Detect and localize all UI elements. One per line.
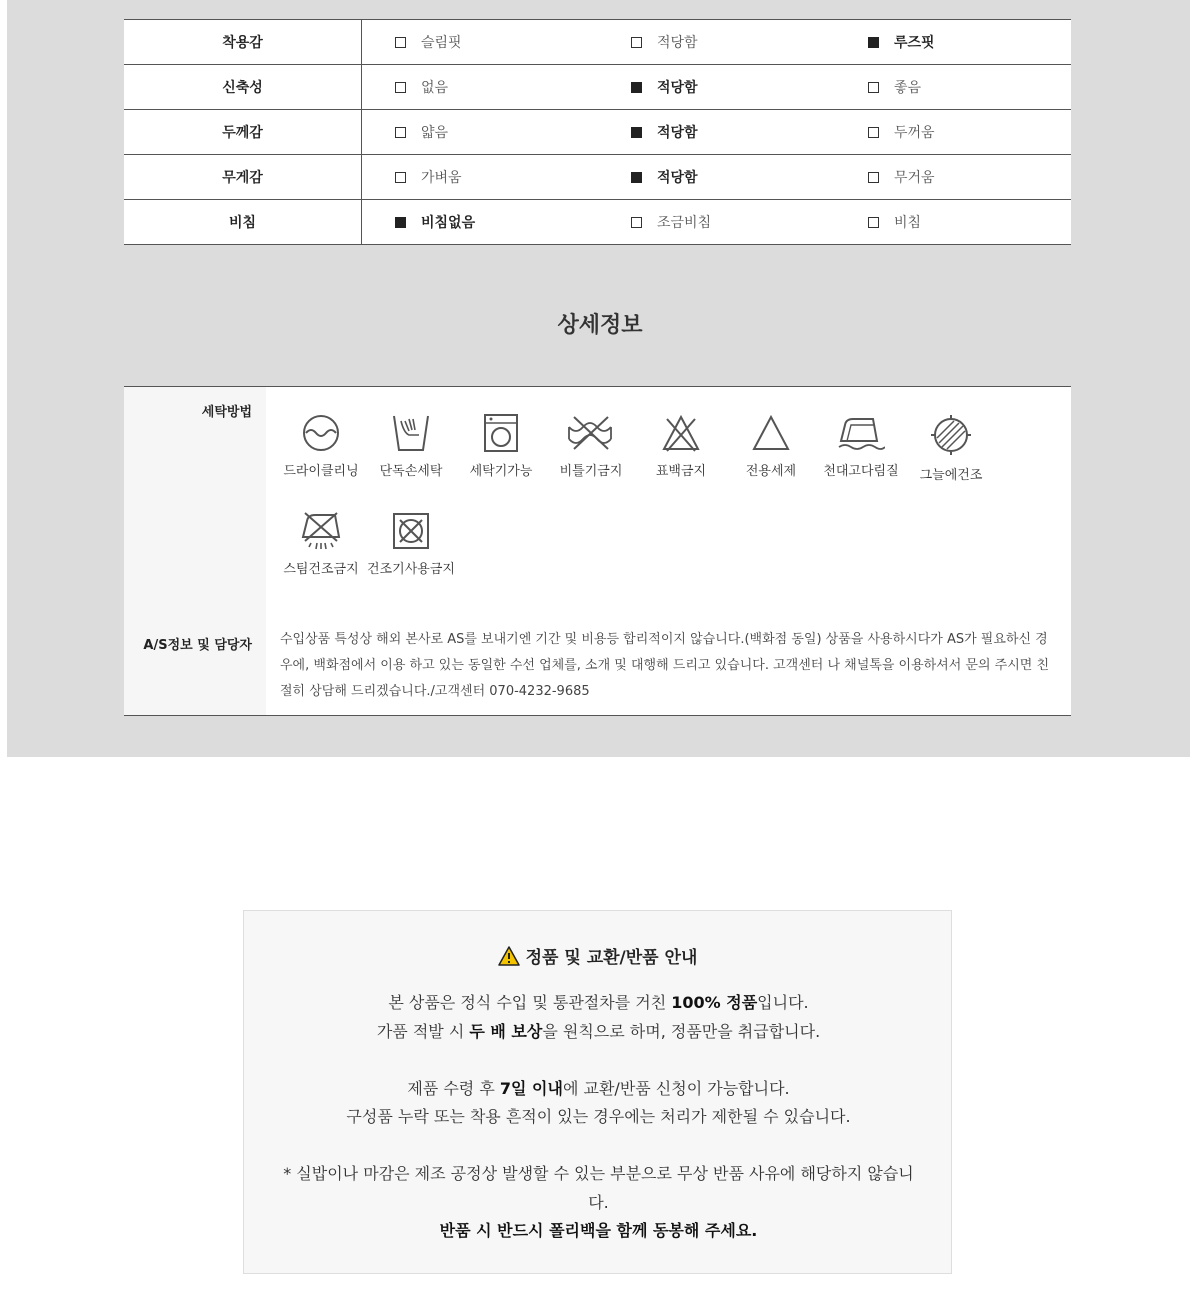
checkbox-icon [868,172,879,183]
fit-option: 조금비침 [631,200,711,244]
notice-line: 가품 적발 시 두 배 보상을 원칙으로 하며, 정품만을 취급합니다. [376,1021,821,1041]
care-item: 표백금지 [636,413,726,479]
notice-line: 구성품 누락 또는 착용 흔적이 있는 경우에는 처리가 제한될 수 있습니다. [346,1107,851,1126]
no-wring-icon [566,413,616,453]
detail-header-column [124,387,266,715]
fit-row-label: 신축성 [124,65,362,109]
fit-option: 비침 [868,200,921,244]
fit-option-selected: 적당함 [631,155,698,199]
detail-table [124,386,1071,716]
no-bleach-icon [661,413,701,453]
fit-row-label: 비침 [124,200,362,244]
care-item: 드라이클리닝 [276,413,366,479]
fit-row-stretch [124,65,1071,110]
checked-box-icon [631,172,642,183]
washing-machine-icon [481,413,521,453]
fit-row-sheerness [124,200,1071,245]
care-item: 세탁기가능 [456,413,546,479]
fit-option: 가벼움 [395,155,462,199]
fit-row-weight [124,155,1071,200]
special-detergent-icon [751,413,791,453]
fit-option-selected: 적당함 [631,65,698,109]
hand-wash-icon [391,413,431,453]
checkbox-icon [868,217,879,228]
notice-body [274,989,923,1246]
checkbox-icon [395,37,406,48]
iron-with-cloth-icon [837,413,885,453]
as-info-text: 수입상품 특성상 해외 본사로 AS를 보내기엔 기간 및 비용등 합리적이지 않습니다.(백화점 동일) 상품을 사용하시다가 AS가 필요하신 경우에, 백화점에서 이용 하고 있는 동일한 수선 업체를, 소개 및 대행해 드리고 있습니다. 고객센터 나 채널톡을 이용하셔서 문의 주시면 친절히 상담해 드리겠습니다./고객센터 070-4232-9685 [280,632,1050,699]
fit-option: 얇음 [395,110,448,154]
wash-method-label: 세탁방법 [201,405,252,420]
notice-line: 본 상품은 정식 수입 및 통관절차를 거친 100% 정품입니다. [388,993,809,1012]
fit-row-thickness [124,110,1071,155]
fit-option: 슬림핏 [395,20,462,64]
warning-icon [498,946,520,966]
checkbox-icon [395,127,406,138]
checkbox-icon [631,37,642,48]
fit-option-selected: 적당함 [631,110,698,154]
fit-row-label: 착용감 [124,20,362,64]
no-tumble-dry-icon [391,511,431,551]
notice-line: * 실밥이나 마감은 제조 공정상 발생할 수 있는 부분으로 무상 반품 사유에 해당하지 않습니다. [283,1164,914,1212]
fit-option-selected: 비침없음 [395,200,475,244]
checkbox-icon [868,82,879,93]
care-item: 스팀건조금지 [276,511,366,577]
authenticity-return-notice [243,910,952,1274]
fit-option: 두꺼움 [868,110,935,154]
fit-option: 좋음 [868,65,921,109]
care-item: 전용세제 [726,413,816,479]
care-item: 천대고다림질 [816,413,906,479]
no-steam-icon [299,511,343,551]
notice-title: 정품 및 교환/반품 안내 [244,943,951,968]
notice-line: 제품 수령 후 7일 이내에 교환/반품 신청이 가능합니다. [407,1078,790,1098]
dry-clean-icon [301,413,341,453]
fit-row-label: 무게감 [124,155,362,199]
fit-option-selected: 루즈핏 [868,20,935,64]
checkbox-icon [395,82,406,93]
care-item: 그늘에건조 [906,413,996,483]
fit-option: 적당함 [631,20,698,64]
as-info-label: A/S정보 및 담당자 [143,638,252,653]
fit-option: 무거움 [868,155,935,199]
fit-row-label: 두께감 [124,110,362,154]
shade-dry-icon [929,413,973,457]
care-item: 건조기사용금지 [366,511,456,577]
checked-box-icon [631,127,642,138]
checked-box-icon [395,217,406,228]
care-item: 단독손세탁 [366,413,456,479]
checked-box-icon [868,37,879,48]
checkbox-icon [631,217,642,228]
care-item: 비틀기금지 [546,413,636,479]
fit-table [124,19,1071,245]
checkbox-icon [868,127,879,138]
notice-line-bold: 반품 시 반드시 폴리백을 함께 동봉해 주세요. [439,1221,758,1240]
checked-box-icon [631,82,642,93]
section-title: 상세정보 [557,313,643,338]
fit-option: 없음 [395,65,448,109]
fit-row-fit [124,20,1071,65]
checkbox-icon [395,172,406,183]
